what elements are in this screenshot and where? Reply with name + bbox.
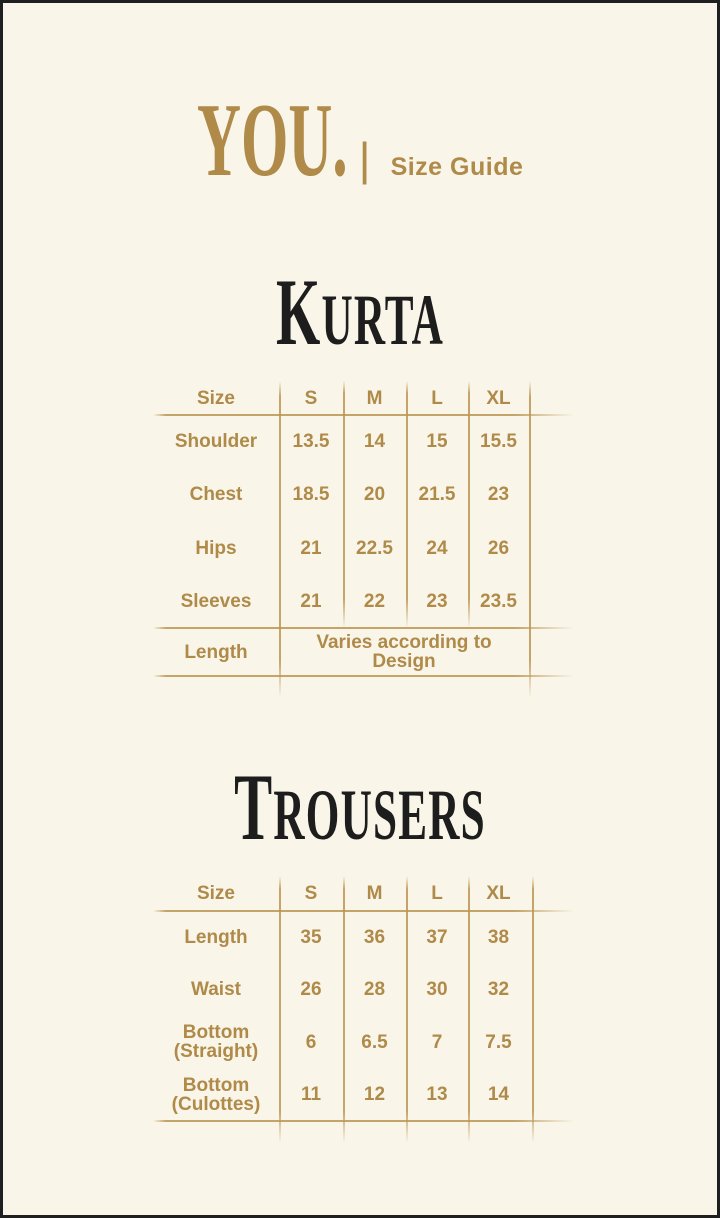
kurta-hline-bottom [153, 675, 574, 677]
kurta-col-l: L [431, 387, 443, 409]
cell-value: 23.5 [480, 591, 517, 612]
trousers-vline-4 [468, 876, 470, 1143]
cell-value: 7.5 [485, 1031, 512, 1053]
row-label: Hips [195, 537, 237, 559]
row-label: Length [184, 641, 248, 663]
row-label: Sleeves [180, 591, 252, 612]
trousers-vline-3 [406, 876, 408, 1143]
table-row [153, 468, 574, 521]
cell-value: 38 [487, 926, 510, 948]
trousers-col-l: L [431, 883, 443, 904]
kurta-header-row [153, 381, 574, 415]
length-note: Varies according to Design [316, 632, 492, 672]
cell-value: 22.5 [356, 537, 393, 559]
row-label: Shoulder [174, 431, 258, 452]
table-row [153, 911, 574, 963]
cell-value: 14 [363, 431, 386, 452]
kurta-col-m: M [366, 387, 383, 409]
cell-value: 12 [363, 1084, 386, 1105]
cell-value: 6.5 [361, 1031, 388, 1053]
kurta-length-row [153, 628, 574, 676]
table-row [153, 1016, 574, 1068]
kurta-col-xl: XL [486, 387, 511, 409]
trousers-vline-5 [532, 876, 534, 1143]
table-row [153, 415, 574, 468]
table-row [153, 963, 574, 1016]
cell-value: 21.5 [418, 484, 456, 505]
cell-value: 13.5 [292, 431, 330, 452]
trousers-hline-header [153, 910, 574, 912]
cell-value: 35 [300, 926, 322, 948]
kurta-vline-3 [406, 381, 408, 628]
cell-value: 24 [426, 537, 448, 559]
cell-value: 26 [487, 537, 510, 559]
trousers-col-s: S [304, 883, 318, 904]
trousers-header-row [153, 876, 574, 911]
kurta-hline-mid [153, 627, 574, 629]
cell-value: 32 [487, 979, 510, 1000]
kurta-vline-4 [468, 381, 470, 628]
kurta-size-table [153, 381, 574, 701]
cell-value: 13 [426, 1084, 448, 1105]
cell-value: 11 [300, 1084, 322, 1105]
divider-bar-icon: | [358, 133, 371, 185]
kurta-vline-2 [343, 381, 345, 628]
trousers-vline-2 [343, 876, 345, 1143]
cell-value: 28 [363, 979, 386, 1000]
kurta-vline-1 [279, 381, 281, 698]
row-label: Chest [189, 484, 243, 505]
cell-value: 15 [426, 431, 448, 452]
brand-logo [196, 81, 348, 198]
row-label: Bottom (Culottes) [171, 1074, 261, 1115]
kurta-col-s: S [304, 387, 318, 409]
trousers-col-m: M [366, 883, 383, 904]
table-row [153, 521, 574, 575]
cell-value: 18.5 [292, 484, 330, 505]
table-row [153, 575, 574, 628]
size-guide-label: Size Guide [390, 153, 524, 181]
cell-value: 36 [363, 926, 386, 948]
cell-value: 14 [487, 1084, 510, 1105]
cell-value: 7 [431, 1031, 443, 1053]
kurta-vline-5 [529, 381, 531, 698]
cell-value: 30 [426, 979, 448, 1000]
cell-value: 21 [300, 591, 322, 612]
cell-value: 21 [300, 537, 322, 559]
kurta-section-title: KURTA [275, 259, 445, 365]
trousers-size-table [153, 876, 574, 1143]
row-label: Bottom (Straight) [173, 1022, 259, 1062]
cell-value: 37 [426, 926, 448, 948]
brand-header [3, 81, 717, 198]
cell-value: 23 [426, 591, 448, 612]
brand-logo-text: YOU. [196, 81, 348, 198]
cell-value: 26 [300, 979, 322, 1000]
row-label: Length [184, 926, 248, 948]
cell-value: 6 [305, 1031, 317, 1053]
trousers-vline-1 [279, 876, 281, 1143]
trousers-hline-bottom [153, 1120, 574, 1122]
trousers-col-size: Size [196, 883, 236, 904]
trousers-col-xl: XL [486, 883, 511, 904]
kurta-hline-header [153, 414, 574, 416]
cell-value: 15.5 [480, 431, 517, 452]
kurta-col-size: Size [196, 387, 236, 409]
row-label: Waist [191, 979, 241, 1000]
cell-value: 22 [363, 591, 386, 612]
cell-value: 23 [487, 484, 510, 505]
trousers-section-title: TROUSERS [234, 754, 486, 860]
cell-value: 20 [363, 484, 386, 505]
table-row [153, 1068, 574, 1121]
